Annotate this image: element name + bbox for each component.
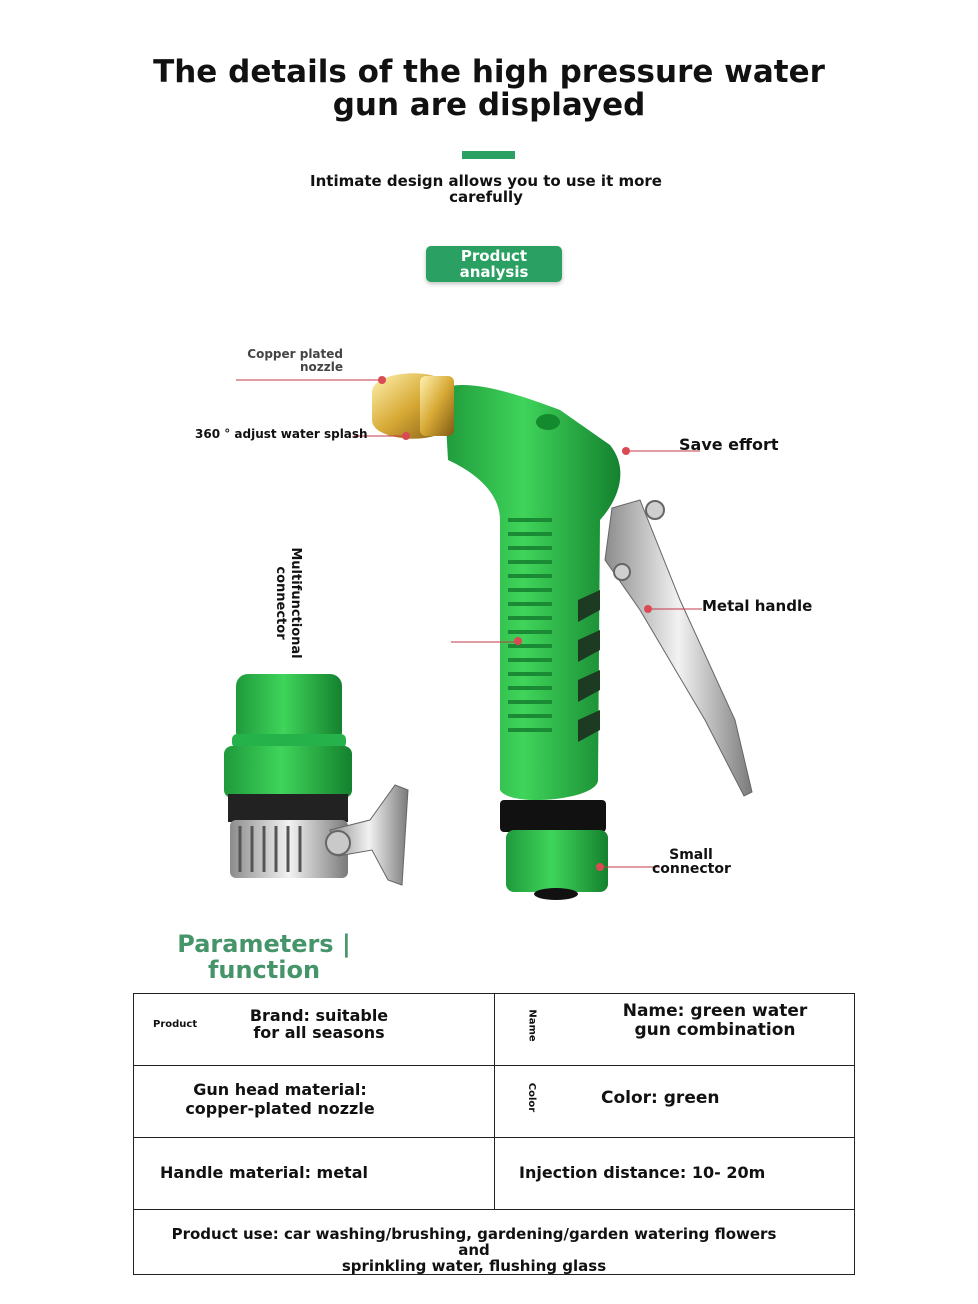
table-cell-gun-head [134,1066,495,1137]
table-cell-name [495,994,854,1065]
callout-small-line-1: Small [669,847,713,863]
page-title-line-1: The details of the high pressure water [153,54,825,90]
name-line-1: Name: green water [622,1001,808,1021]
callout-copper-nozzle [222,348,343,374]
table-cell-brand [134,994,495,1065]
product-use-line-1: Product use: car washing/brushing, gardening/garden watering flowers and [171,1225,777,1259]
table-row [134,1138,854,1210]
parameters-table [133,993,855,1275]
callout-water-splash: 360 ° adjust water splash [195,427,368,441]
marker-nozzle [378,376,386,384]
brand-line-2: for all seasons [253,1023,385,1042]
cell-tag-color: Color [526,1082,538,1113]
table-row [134,994,854,1066]
marker-metal-handle [644,605,652,613]
marker-grip [514,637,522,645]
distance-value: Injection distance: 10- 20m [519,1163,766,1182]
multifunctional-connector-illustration [224,674,408,885]
gun-head-line-1: Gun head material: [193,1080,367,1099]
callout-multi-line-1: Multifunctional [288,547,303,659]
callout-multifunctional-connector [273,547,303,659]
callout-small-connector [652,848,730,876]
subtitle-line-2: carefully [449,188,523,206]
badge-line-2: analysis [459,263,529,281]
product-use-line-2: sprinkling water, flushing glass [341,1257,607,1275]
cell-tag-product: Product [153,1019,198,1030]
table-cell-product-use [134,1210,854,1274]
callout-save-effort: Save effort [679,435,779,454]
name-line-2: gun combination [634,1020,796,1040]
gun-head-value [164,1080,396,1118]
brand-value [224,1007,414,1041]
table-cell-color [495,1066,854,1137]
table-row [134,1210,854,1274]
gun-head-line-2: copper-plated nozzle [185,1099,375,1118]
product-use-value [154,1226,794,1274]
cell-tag-name: Name [526,1009,538,1042]
marker-splash [402,432,410,440]
subtitle-line-1: Intimate design allows you to use it more [310,172,662,190]
marker-save-effort [622,447,630,455]
callout-small-line-2: connector [652,861,731,877]
parameters-heading [140,931,388,983]
callout-nozzle-line-2: nozzle [299,360,343,374]
brand-line-1: Brand: suitable [249,1006,389,1025]
handle-value: Handle material: metal [160,1163,368,1182]
badge-line-1: Product [460,247,528,265]
parameters-heading-line-1: Parameters | [177,930,351,958]
callout-nozzle-line-1: Copper plated [247,347,343,361]
parameters-heading-line-2: function [207,956,321,984]
table-cell-handle [134,1138,495,1209]
table-cell-distance [495,1138,854,1209]
table-row [134,1066,854,1138]
page-title-line-2: gun are displayed [332,87,646,123]
color-value: Color: green [601,1088,720,1108]
marker-small-connector [596,863,604,871]
callout-metal-handle: Metal handle [702,597,813,615]
callout-multi-line-2: connector [273,566,288,640]
name-value [595,1002,835,1040]
